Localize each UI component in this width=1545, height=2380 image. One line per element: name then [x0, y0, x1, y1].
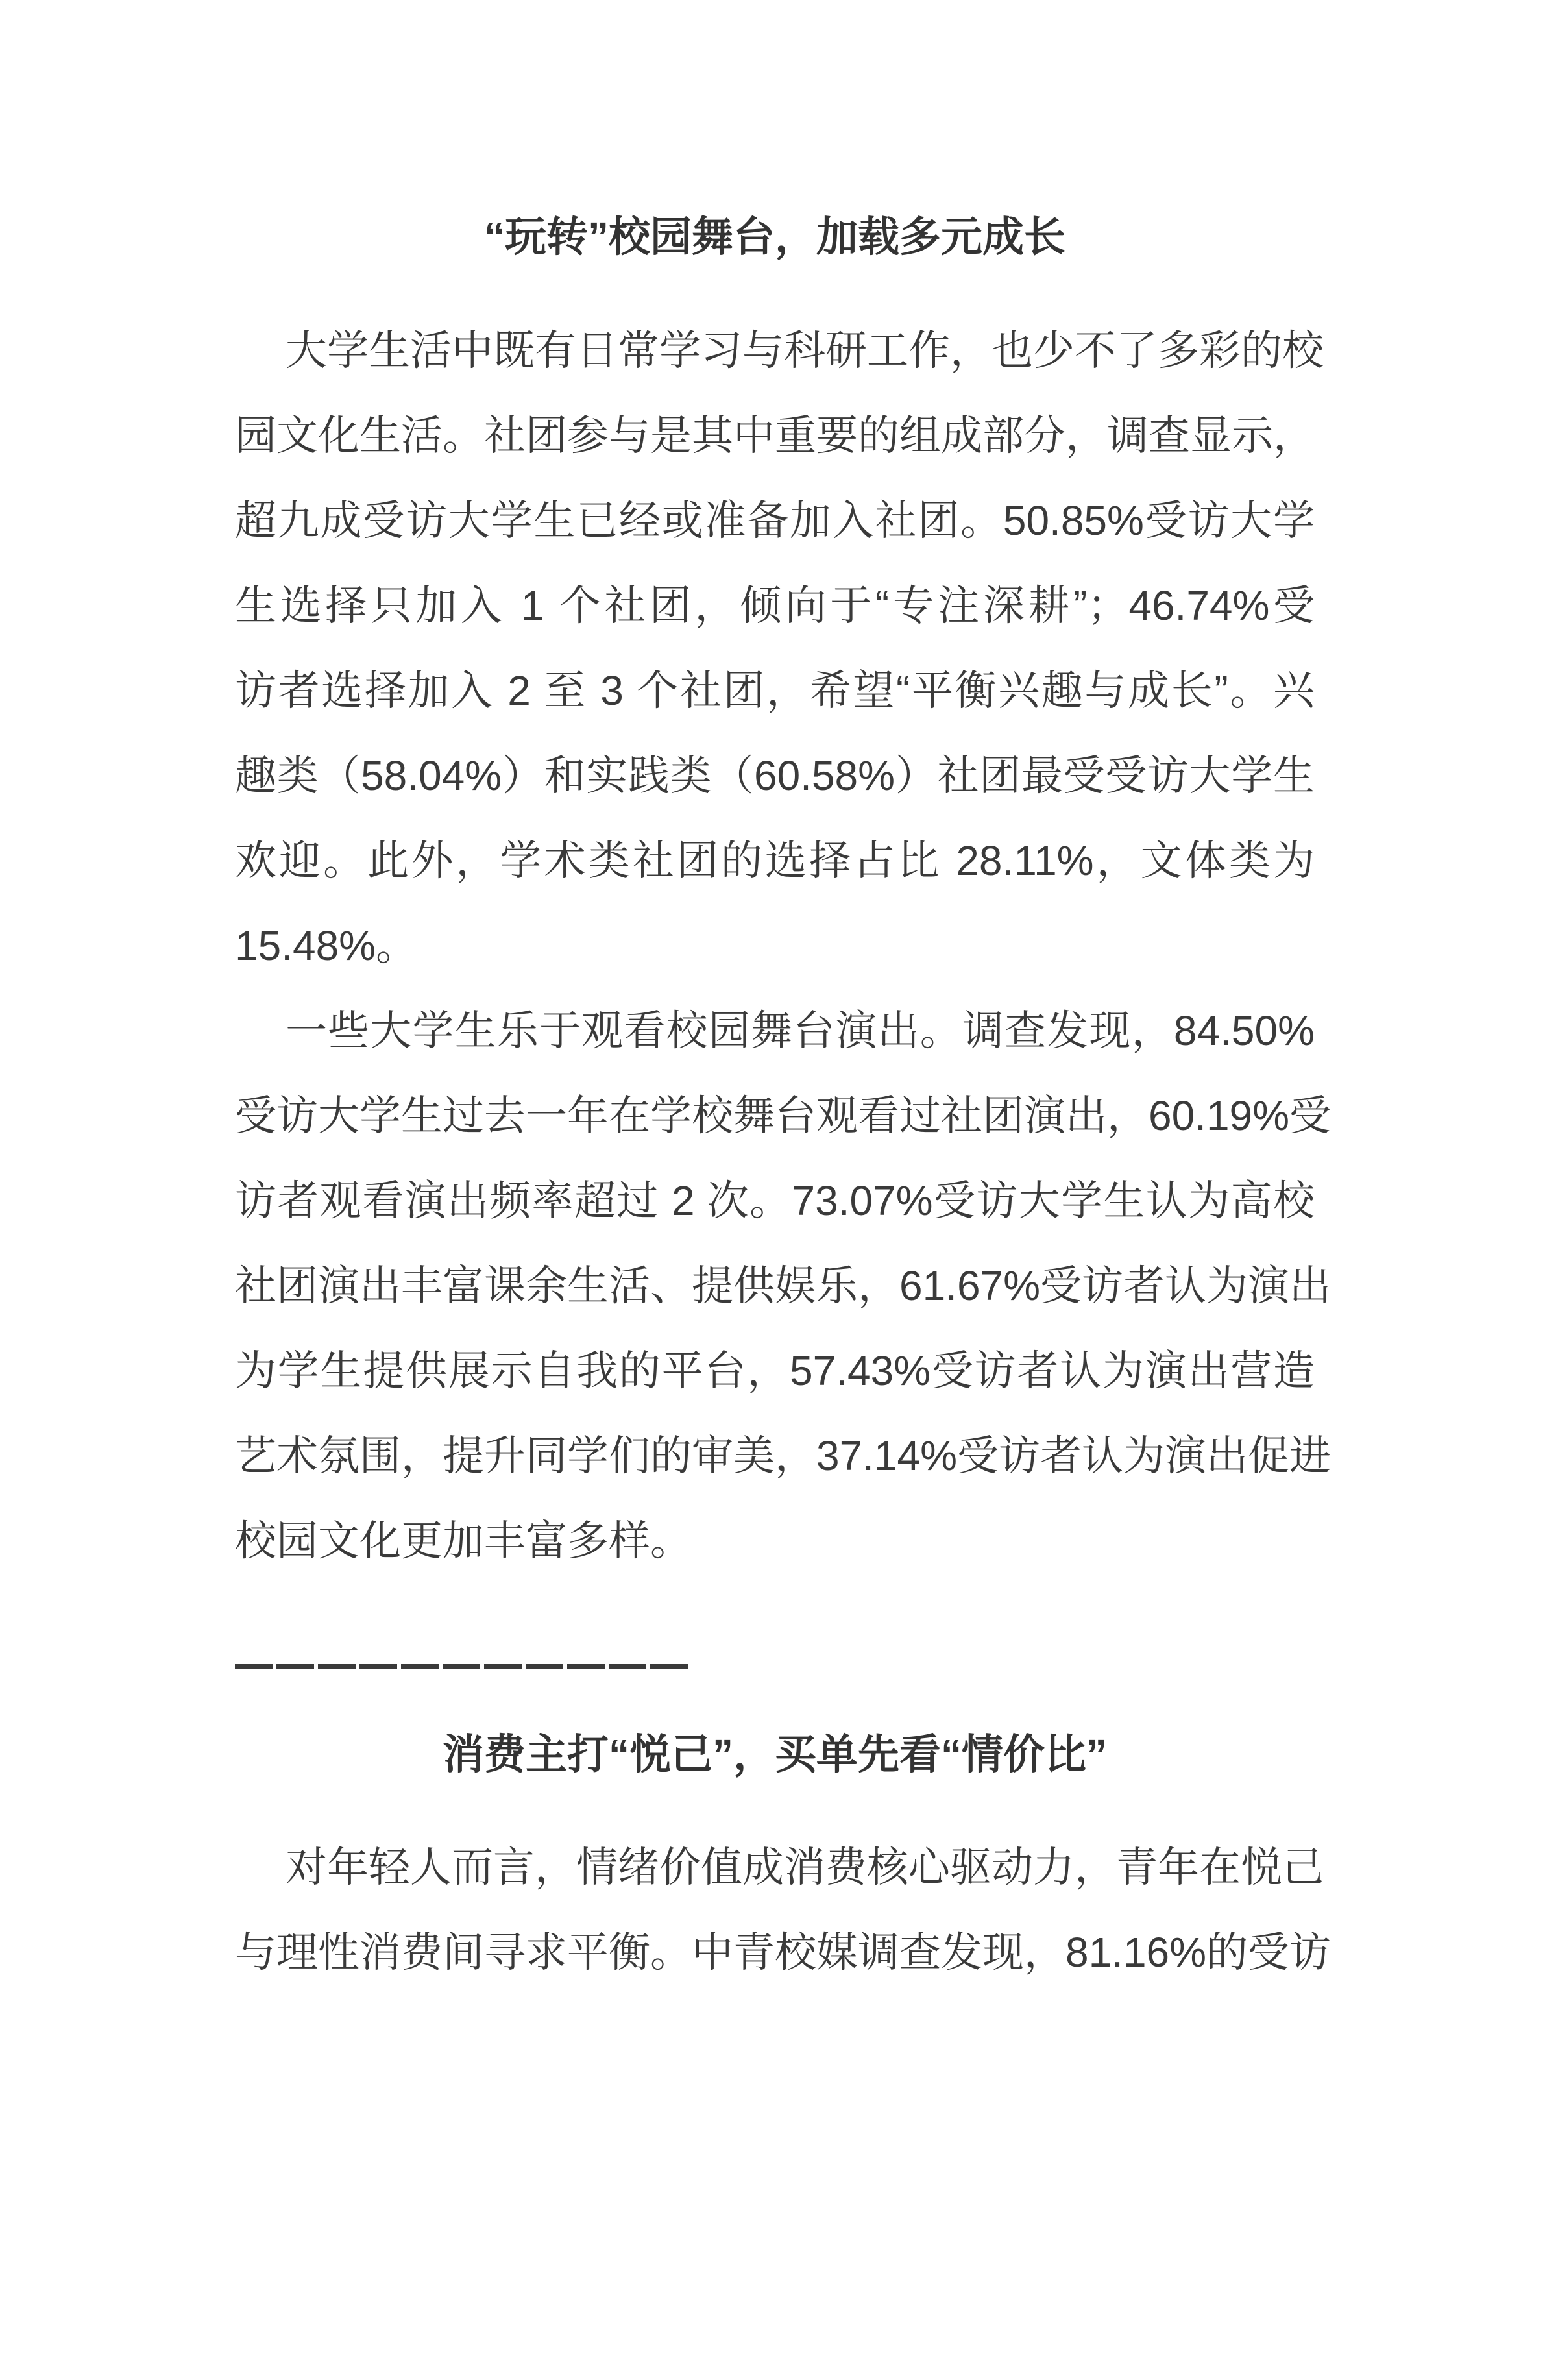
section-divider-line — [235, 1664, 690, 1669]
text-line: 对年轻人而言，情绪价值成消费核心驱动力，青年在悦己 — [286, 1844, 1324, 1891]
text-line: 园文化生活。社团参与是其中重要的组成部分，调查显示， — [235, 412, 1315, 459]
text-line: 趣类（58.04%）和实践类（60.58%）社团最受受访大学生 — [235, 752, 1315, 799]
text-line: 艺术氛围，提升同学们的审美，37.14%受访者认为演出促进 — [235, 1432, 1332, 1479]
paragraph-3 — [235, 1825, 1332, 1995]
text-line: 受访大学生过去一年在学校舞台观看过社团演出，60.19%受 — [235, 1092, 1332, 1139]
section1-title: “玩转”校园舞台，加载多元成长 — [484, 214, 1065, 260]
text-line: 一些大学生乐于观看校园舞台演出。调查发现，84.50% — [286, 1007, 1315, 1054]
section-divider-row — [235, 1584, 1315, 1669]
text-line: 访者选择加入 2 至 3 个社团，希望“平衡兴趣与成长”。兴 — [235, 667, 1315, 714]
text-line: 社团演出丰富课余生活、提供娱乐，61.67%受访者认为演出 — [235, 1262, 1332, 1309]
text-line: 15.48%。 — [235, 922, 418, 969]
text-line: 校园文化更加丰富多样。 — [235, 1517, 692, 1564]
text-line: 欢迎。此外，学术类社团的选择占比 28.11%，文体类为 — [235, 837, 1315, 884]
text-line: 超九成受访大学生已经或准备加入社团。50.85%受访大学 — [235, 497, 1315, 544]
paragraph-1 — [235, 308, 1324, 988]
text-line: 为学生提供展示自我的平台，57.43%受访者认为演出营造 — [235, 1347, 1315, 1394]
text-line: 生选择只加入 1 个社团，倾向于“专注深耕”；46.74%受 — [235, 582, 1315, 629]
section2-title: 消费主打“悦己”，买单先看“情价比” — [443, 1731, 1107, 1778]
document-page — [0, 195, 1545, 2380]
text-line: 访者观看演出频率超过 2 次。73.07%受访大学生认为高校 — [235, 1177, 1315, 1224]
text-line: 大学生活中既有日常学习与科研工作，也少不了多彩的校 — [286, 327, 1324, 374]
paragraph-2 — [235, 988, 1332, 1584]
text-line: 与理性消费间寻求平衡。中青校媒调查发现，81.16%的受访 — [235, 1929, 1332, 1976]
